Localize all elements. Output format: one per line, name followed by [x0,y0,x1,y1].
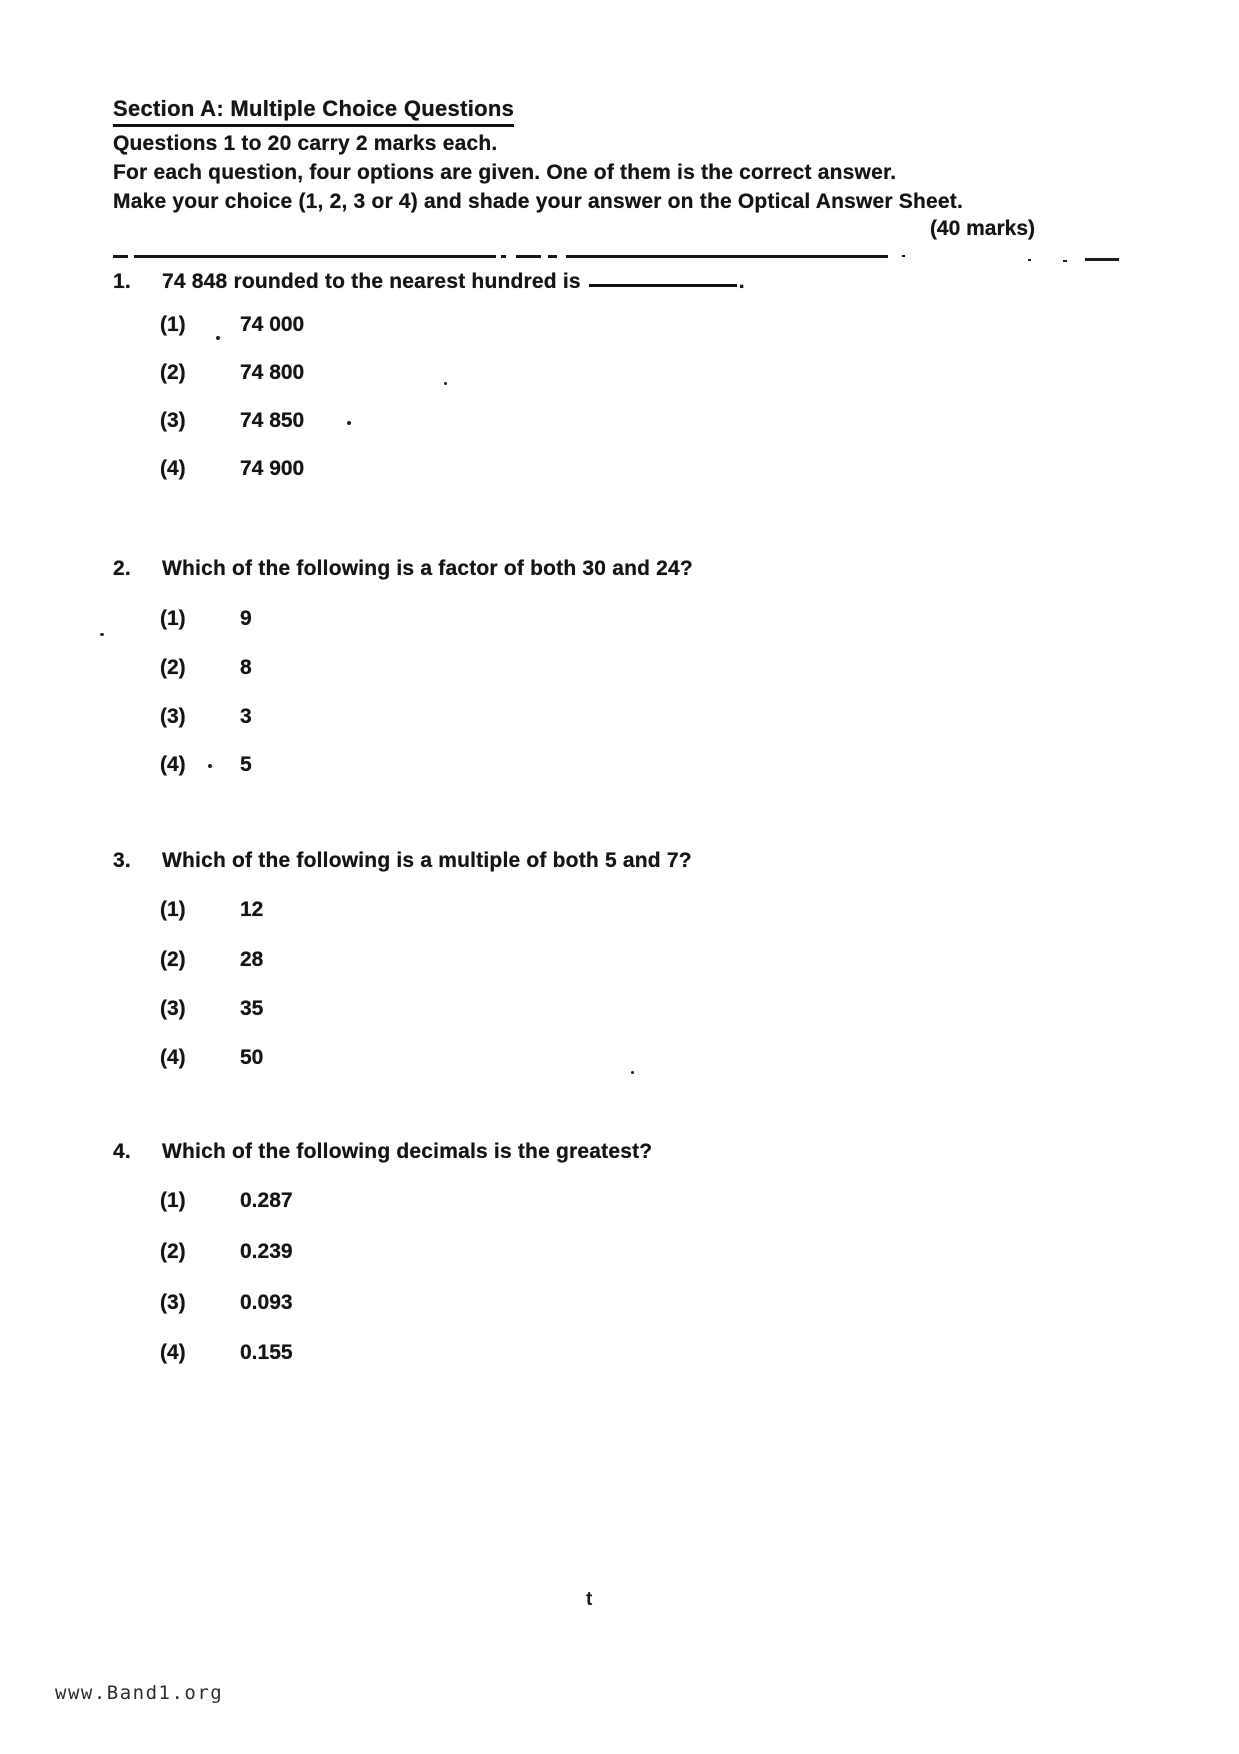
option-label: (3) [160,997,186,1020]
option-label: (1) [160,1189,186,1212]
divider-fragment [1028,259,1031,261]
option-value: 3 [240,705,252,728]
question-2 [113,557,1113,776]
answer-blank [589,270,737,287]
question-1 [113,270,1113,480]
instruction-line-1: For each question, four options are given. One of them is the correct answer. [113,161,897,184]
option-value: 50 [240,1046,264,1069]
question-line [113,849,1113,873]
option-value: 0.239 [240,1240,293,1263]
option-value: 5 [240,753,252,776]
divider-segment [134,255,496,258]
option-value: 35 [240,997,264,1020]
option-label: (2) [160,361,186,384]
marks-total: (40 marks) [929,217,1035,240]
option-value: 0.093 [240,1291,293,1314]
question-4 [113,1140,1113,1364]
divider-segment [516,255,541,258]
question-suffix: . [738,270,745,293]
question-number: 1. [113,270,131,293]
section-subtitle: Questions 1 to 20 carry 2 marks each. [113,132,498,155]
question-text: Which of the following is a factor of both 30 and 24? [162,557,693,580]
option-value: 8 [240,656,252,679]
divider-segment [902,255,905,257]
option-value: 12 [240,898,264,921]
option-value: 74 850 [240,409,305,432]
question-line [113,270,1113,294]
option-label: (2) [160,948,186,971]
section-header [113,96,1035,241]
option-label: (2) [160,1240,186,1263]
option-label: (3) [160,409,186,432]
scan-speck [100,633,104,636]
scan-speck [216,336,220,340]
option-label: (3) [160,705,186,728]
question-number: 3. [113,849,131,872]
option-value: 28 [240,948,264,971]
scan-speck [208,764,212,768]
divider-segment [566,255,888,258]
option-value: 74 800 [240,361,305,384]
option-value: 0.287 [240,1189,293,1212]
option-label: (3) [160,1291,186,1314]
question-number: 4. [113,1140,131,1163]
divider-fragment [1063,260,1067,262]
question-text: Which of the following decimals is the greatest? [162,1140,653,1163]
instruction-line-2: Make your choice (1, 2, 3 or 4) and shade your answer on the Optical Answer Sheet. [113,190,964,213]
watermark-url: www.Band1.org [55,1682,224,1704]
option-value: 9 [240,607,252,630]
option-label: (4) [160,753,186,776]
option-label: (4) [160,457,186,480]
question-text: Which of the following is a multiple of both 5 and 7? [162,849,692,872]
scan-speck [347,421,351,425]
question-line [113,557,1113,581]
page-number: t [586,1589,593,1610]
scan-speck [444,382,447,385]
option-label: (2) [160,656,186,679]
divider-rule [113,254,905,258]
option-label: (4) [160,1341,186,1364]
divider-segment [113,255,128,258]
divider-segment [548,255,557,258]
option-value: 74 900 [240,457,305,480]
option-label: (1) [160,607,186,630]
section-title: Section A: Multiple Choice Questions [113,96,514,127]
option-label: (4) [160,1046,186,1069]
option-value: 0.155 [240,1341,293,1364]
divider-segment [501,255,506,258]
question-3 [113,849,1113,1069]
question-number: 2. [113,557,131,580]
option-label: (1) [160,898,186,921]
option-label: (1) [160,313,186,336]
question-line [113,1140,1113,1164]
divider-fragment [1085,258,1119,261]
question-text: 74 848 rounded to the nearest hundred is [162,270,581,293]
option-value: 74 000 [240,313,305,336]
scan-speck [631,1071,634,1074]
